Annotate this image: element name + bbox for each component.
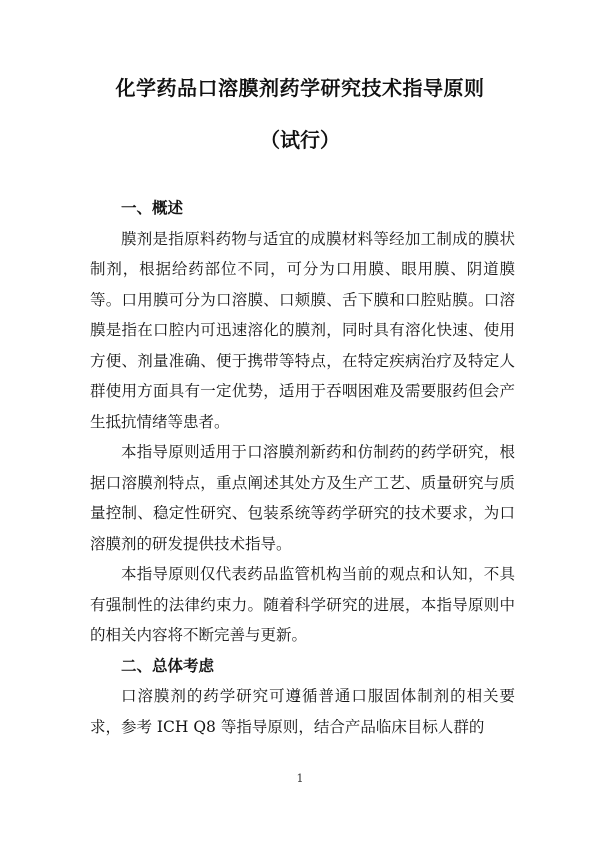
document-subtitle: （试行）: [260, 128, 340, 152]
document-title: 化学药品口溶膜剂药学研究技术指导原则: [115, 76, 485, 100]
section-overview: [90, 193, 515, 651]
paragraph: 膜剂是指原料药物与适宜的成膜材料等经加工制成的膜状制剂，根据给药部位不同，可分为口用膜、眼用膜、阴道膜等。口用膜可分为口溶膜、口颊膜、舌下膜和口腔贴膜。口溶膜是指在口腔内可迅速溶化的膜剂，同时具有溶化快速、使用方便、剂量准确、便于携带等特点，在特定疾病治疗及特定人群使用方面具有一定优势，适用于吞咽困难及需要服药但会产生抵抗情绪等患者。: [90, 229, 515, 431]
paragraph: 本指导原则适用于口溶膜剂新药和仿制药的药学研究，根据口溶膜剂特点，重点阐述其处方及生产工艺、质量研究与质量控制、稳定性研究、包装系统等药学研究的技术要求，为口溶膜剂的研发提供技术指导。: [90, 443, 515, 553]
section-general-considerations: [90, 651, 515, 743]
paragraph: 本指导原则仅代表药品监管机构当前的观点和认知，不具有强制性的法律约束力。随着科学研究的进展，本指导原则中的相关内容将不断完善与更新。: [90, 565, 515, 644]
document-body: [90, 193, 515, 742]
section-heading: 二、总体考虑: [121, 656, 215, 675]
section-heading: 一、概述: [121, 199, 184, 217]
paragraph: 口溶膜剂的药学研究可遵循普通口服固体制剂的相关要求，参考 ICH Q8 等指导原则，结合产品临床目标人群的: [90, 687, 515, 736]
page-number: 1: [296, 772, 304, 785]
